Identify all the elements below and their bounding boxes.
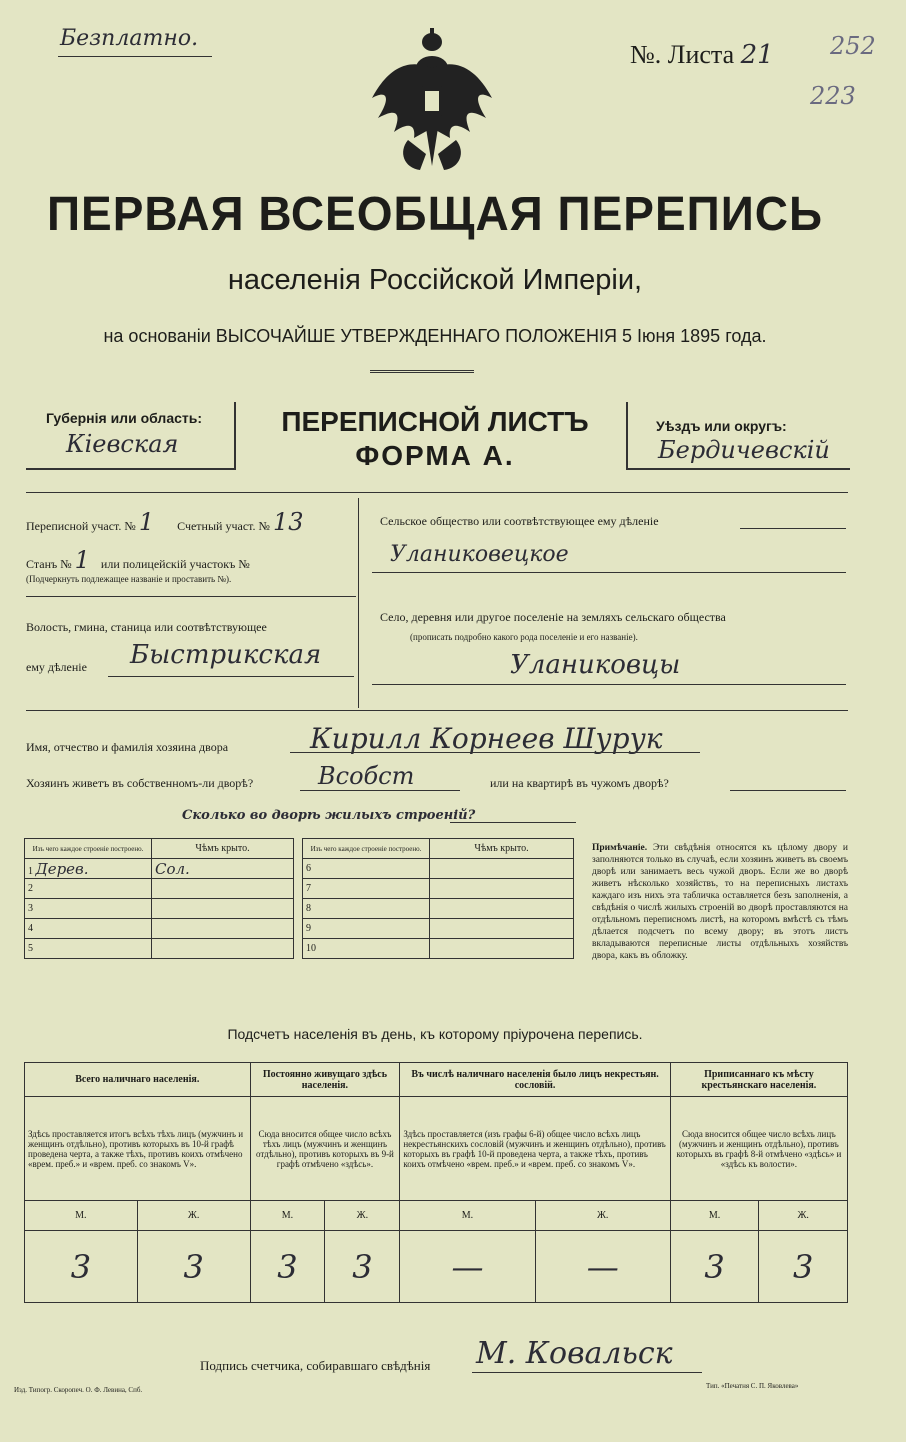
census-basis: на основаніи ВЫСОЧАЙШЕ УТВЕРЖДЕННАГО ПОЛОЖЕНІЯ 5 Іюня 1895 года. [103, 326, 767, 346]
building-material: Дерев. [35, 859, 89, 878]
m-header: М. [25, 1201, 138, 1231]
form-title: ПЕРЕПИСНОЙ ЛИСТЪ [281, 406, 589, 437]
village-label: Село, деревня или другое поселеніе на земляхъ сельскаго общества [380, 610, 726, 624]
f-header: Ж. [325, 1201, 400, 1231]
pop-col-permanent-title: Постоянно живущаго здѣсь населенія. [250, 1063, 400, 1097]
buildings-note [592, 842, 848, 962]
building-row: 5 [25, 939, 152, 959]
sheet-number-label: №. Листа [630, 40, 735, 69]
census-subtitle: населенія Россійской Имперіи, [227, 264, 643, 296]
uezd-value: Бердичевскій [658, 436, 830, 464]
society-line-2 [372, 572, 846, 573]
m-header: М. [670, 1201, 759, 1231]
census-district-value: 1 [138, 508, 155, 536]
block-divider [358, 498, 359, 708]
own-house-label: Хозяинъ живетъ въ собственномъ-ли дворѣ? [26, 776, 254, 790]
village-note: (прописать подробно какого рода поселеніе и его названіе). [410, 632, 638, 642]
buildings-table-right [302, 838, 574, 959]
pop-nonpeasant-f: — [535, 1231, 670, 1303]
stan-label: Станъ № [26, 557, 72, 571]
society-line-1 [740, 528, 846, 529]
guberniya-box [26, 402, 236, 470]
pop-col-peasant-desc: Сюда вносится общее число всѣхъ лицъ (мужчинъ и женщинъ отдѣльно), противъ которыхъ въ графѣ 8-й отмѣчено «здѣсь» и «здѣсь къ волости». [670, 1097, 847, 1201]
count-district-label: Счетный участ. № [177, 519, 270, 533]
f-header: Ж. [137, 1201, 250, 1231]
building-row: 9 [303, 919, 430, 939]
population-heading: Подсчетъ населенія въ день, къ которому пріурочена перепись. [227, 1026, 643, 1042]
pop-col-peasant-title: Приписаннаго къ мѣсту крестьянскаго населенія. [670, 1063, 847, 1097]
pop-col-total-title: Всего наличнаго населенія. [25, 1063, 251, 1097]
signature-line [472, 1372, 702, 1373]
free-underline [58, 56, 212, 57]
guberniya-label: Губернія или область: [46, 410, 203, 426]
sheet-number-value: 21 [740, 40, 774, 70]
free-label: Безплатно. [60, 26, 199, 51]
pop-col-total-desc: Здѣсь проставляется итогъ всѣхъ тѣхъ лицъ (мужчинъ и женщинъ отдѣльно), противъ которыхъ въ 10-й графѣ проведена черта, а также тѣхъ, противъ коихъ отмѣчено «врем. преб.» и «врем. преб. со знакомъ V». [25, 1097, 251, 1201]
rent-line [730, 790, 846, 791]
printer-left: Изд. Типогр. Скоропеч. О. Ф. Левина, Спб. [14, 1386, 143, 1394]
pop-permanent-m: 3 [250, 1231, 325, 1303]
signature-value: М. Ковальск [476, 1336, 673, 1371]
col-material-header: Изъ чего каждое строеніе построено. [25, 839, 152, 859]
building-row: 1 Дерев. [25, 859, 152, 879]
building-row: 7 [303, 879, 430, 899]
pop-total-f: 3 [137, 1231, 250, 1303]
col-roof-header: Чѣмъ крыто. [152, 839, 294, 859]
sheet-number [630, 40, 774, 70]
building-row: 3 [25, 899, 152, 919]
village-line [372, 684, 846, 685]
volost-value: Быстрикская [130, 640, 322, 670]
pop-peasant-m: 3 [670, 1231, 759, 1303]
building-row: 10 [303, 939, 430, 959]
uezd-box [626, 402, 850, 470]
building-row: 6 [303, 859, 430, 879]
own-house-line [300, 790, 460, 791]
uezd-label: Уѣздъ или округъ: [656, 418, 787, 434]
buildings-line [450, 822, 576, 823]
pop-col-nonpeasant-title: Въ числѣ наличнаго населенія было лицъ некрестьян. сословій. [400, 1063, 670, 1097]
pop-total-m: 3 [25, 1231, 138, 1303]
owner-block-rule [26, 710, 848, 711]
sheet-number-extra-2: 223 [810, 82, 856, 110]
note-title: Примѣчаніе. [592, 843, 648, 853]
stan-row [26, 546, 250, 574]
volost-label: Волость, гмина, станица или соотвѣтствующее [26, 620, 267, 634]
underline-note: (Подчеркнуть подлежащее названіе и проставить №). [26, 574, 232, 584]
building-row: 2 [25, 879, 152, 899]
volost-line [108, 676, 354, 677]
guberniya-value: Кіевская [66, 430, 179, 458]
census-title: ПЕРВАЯ ВСЕОБЩАЯ ПЕРЕПИСЬ [46, 185, 824, 241]
count-district-value: 13 [272, 508, 304, 536]
pop-col-nonpeasant-desc: Здѣсь проставляется (изъ графы 6-й) общее число всѣхъ лицъ некрестьянскихъ сословій (мужчинъ и женщинъ отдѣльно), противъ которыхъ въ графѣ 10-й проведена черта, а также тѣхъ, противъ коихъ отмѣчено «врем. преб.» и «врем. преб. со знакомъ V». [400, 1097, 670, 1201]
left-block-rule [26, 596, 356, 597]
printer-right: Тип. «Печатня С. П. Яковлева» [706, 1382, 799, 1390]
police-label: или полицейскій участокъ № [100, 557, 250, 571]
col-material-header: Изъ чего каждое строеніе построено. [303, 839, 430, 859]
building-row: 4 [25, 919, 152, 939]
own-house-value: Всобст [318, 762, 415, 790]
building-row: 8 [303, 899, 430, 919]
buildings-table-left [24, 838, 294, 959]
signature-label: Подпись счетчика, собиравшаго свѣдѣнія [200, 1358, 431, 1373]
society-label: Сельское общество или соотвѣтствующее ему дѣленіе [380, 514, 659, 528]
pop-nonpeasant-m: — [400, 1231, 535, 1303]
owner-label: Имя, отчество и фамилія хозяина двора [26, 740, 229, 754]
form-header-rule [26, 492, 848, 493]
buildings-label: Сколько во дворѣ жилыхъ строеній? [182, 808, 476, 823]
sheet-number-extra: 252 [830, 32, 876, 60]
population-table [24, 1062, 848, 1303]
m-header: М. [250, 1201, 325, 1231]
building-roof: Сол. [152, 859, 294, 879]
form-label: ФОРМА А. [355, 440, 515, 471]
double-headed-eagle-emblem [368, 28, 496, 174]
society-value: Уланиковецкое [390, 542, 569, 567]
pop-peasant-f: 3 [759, 1231, 848, 1303]
pop-col-permanent-desc: Сюда вносится общее число всѣхъ тѣхъ лицъ (мужчинъ и женщинъ отдѣльно), противъ которыхъ въ 9-й графѣ отмѣчено «здѣсь». [250, 1097, 400, 1201]
owner-value: Кирилл Корнеев Шурук [310, 722, 663, 755]
volost-label-2: ему дѣленіе [26, 660, 87, 674]
census-district-row [26, 508, 303, 536]
rent-label: или на квартирѣ въ чужомъ дворѣ? [490, 776, 669, 790]
village-value: Уланиковцы [510, 650, 681, 680]
note-text: Эти свѣдѣнія относятся къ цѣлому двору и заполняются только въ случаѣ, если хозяинъ живетъ въ своемъ дворѣ или занимаетъ весь чужой дворъ. Если же во дворѣ живетъ нѣсколько хозяйствъ, то на переписныхъ листахъ каждаго изъ нихъ эта табличка оставляется безъ заполненія, а свѣдѣнія о числѣ жилыхъ строеній во дворѣ проставляются на отдѣльномъ переписномъ листѣ, на которомъ вмѣстѣ съ тѣмъ дѣлается подсчетъ по всему двору; въ этотъ листъ вкладываются переписные листы отдѣльныхъ хозяйствъ двора, какъ въ обложку. [592, 843, 849, 961]
col-roof-header: Чѣмъ крыто. [430, 839, 574, 859]
f-header: Ж. [535, 1201, 670, 1231]
stan-value: 1 [74, 546, 90, 574]
f-header: Ж. [759, 1201, 848, 1231]
owner-line [290, 752, 700, 753]
pop-permanent-f: 3 [325, 1231, 400, 1303]
m-header: М. [400, 1201, 535, 1231]
ornament-divider [370, 370, 474, 381]
census-district-label: Переписной участ. № [26, 519, 136, 533]
